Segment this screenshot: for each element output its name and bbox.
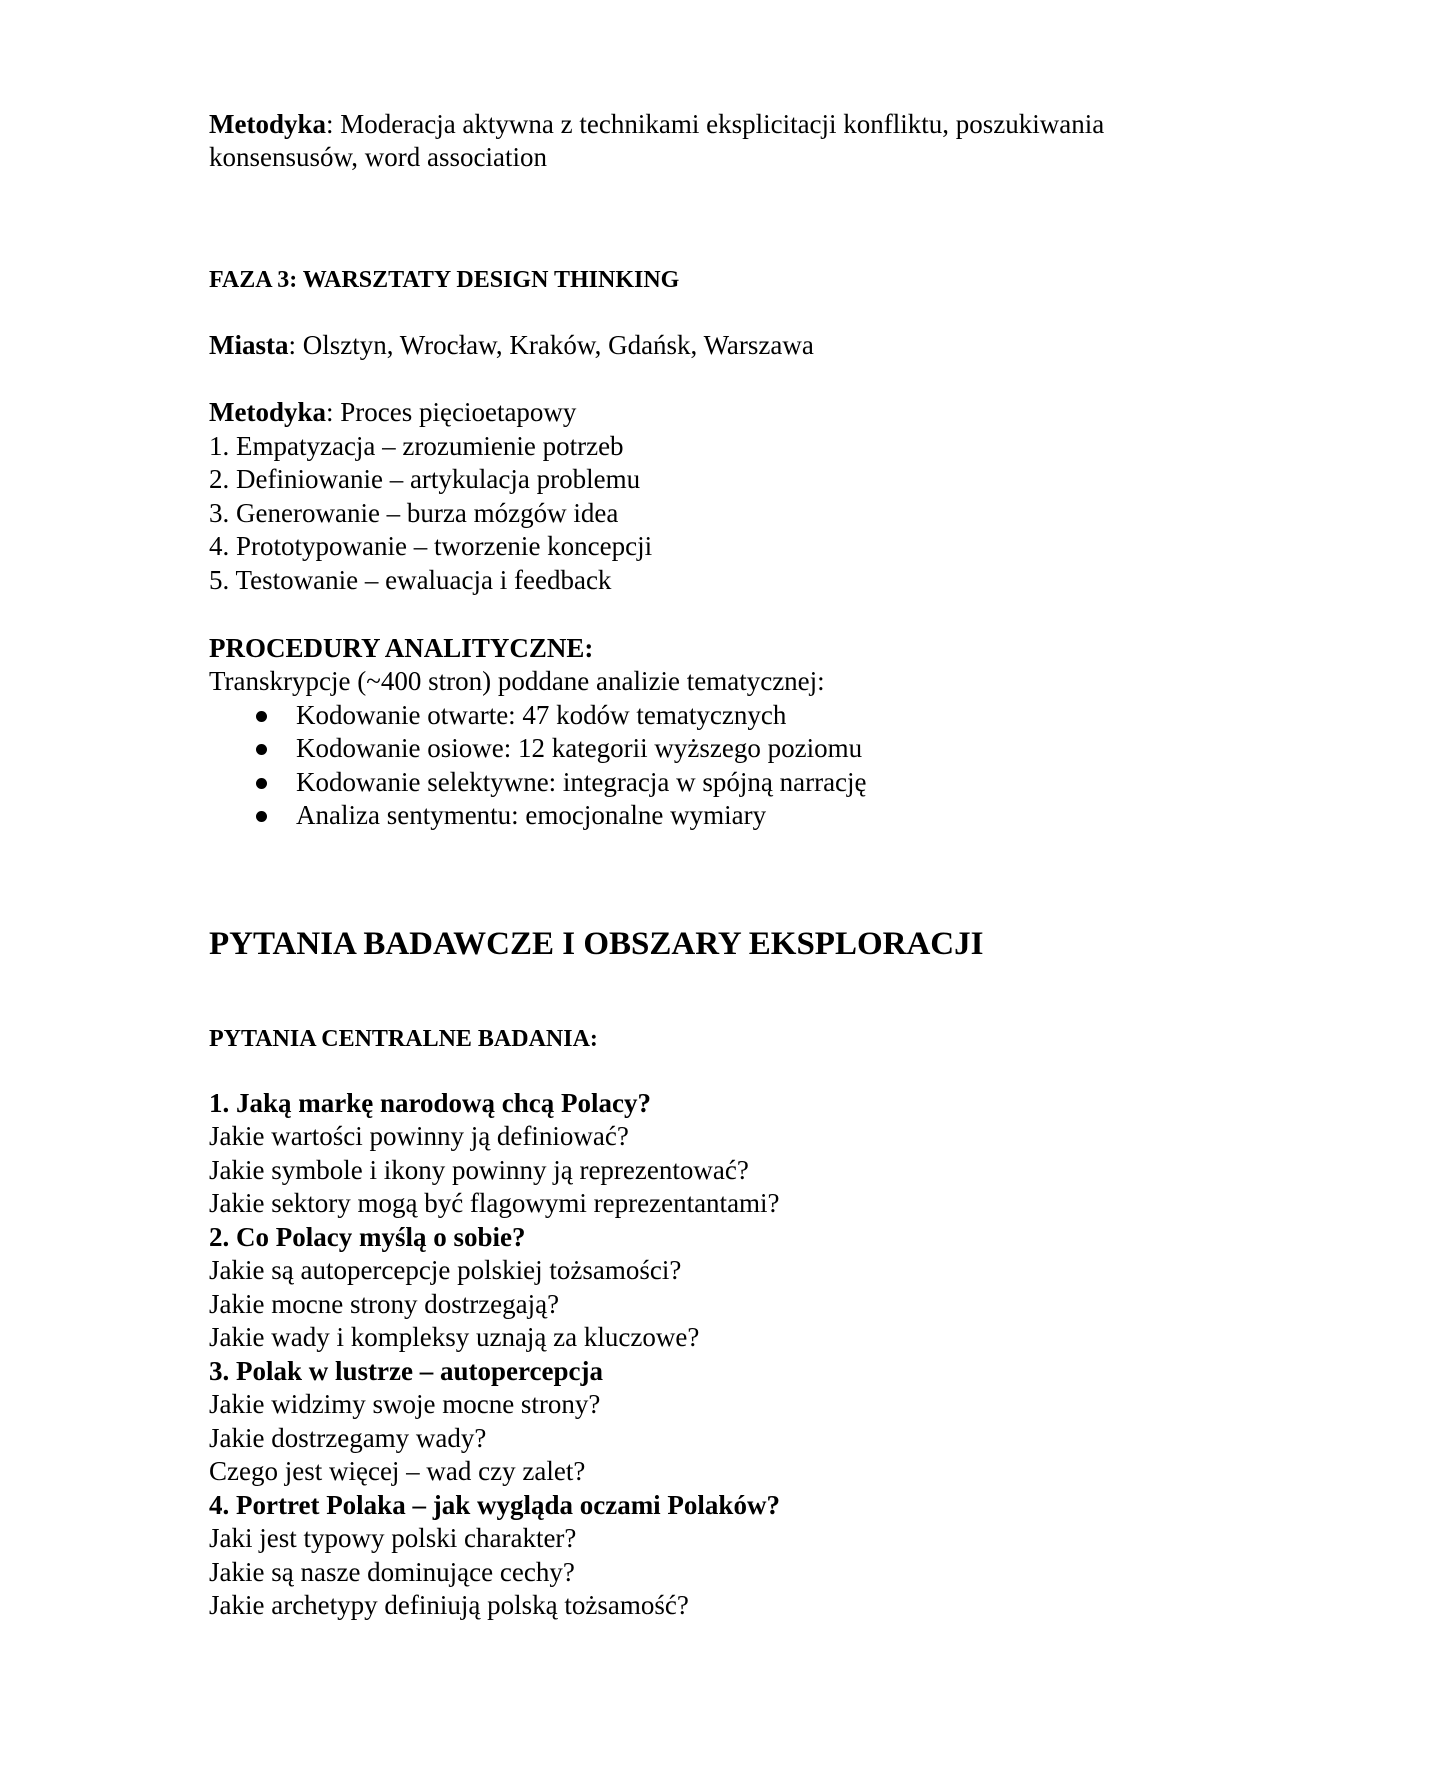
phase3-cities-text: : Olsztyn, Wrocław, Kraków, Gdańsk, Warszawa (288, 330, 814, 360)
phase3-cities (209, 329, 814, 362)
analytics-bullet-text: Kodowanie otwarte: 47 kodów tematycznych (296, 700, 787, 730)
question-3-line-2: Jakie dostrzegamy wady? (209, 1423, 487, 1453)
question-2-title: 2. Co Polacy myślą o sobie? (209, 1222, 526, 1252)
research-section-heading: PYTANIA BADAWCZE I OBSZARY EKSPLORACJI (209, 926, 984, 962)
phase2-method-text: : Moderacja aktywna z technikami eksplicitacji konfliktu, poszukiwania (326, 109, 1105, 139)
phase3-cities-label: Miasta (209, 330, 289, 360)
bullet-icon (256, 711, 267, 722)
phase3-method (209, 396, 576, 429)
phase3-method-text: : Proces pięcioetapowy (326, 397, 577, 427)
analytics-bullet-text: Analiza sentymentu: emocjonalne wymiary (296, 800, 767, 830)
question-1-line-3: Jakie sektory mogą być flagowymi reprezentantami? (209, 1188, 780, 1218)
phase3-step-5: 5. Testowanie – ewaluacja i feedback (209, 565, 612, 595)
question-2-line-3: Jakie wady i kompleksy uznają za kluczowe? (209, 1322, 700, 1352)
phase3-heading: FAZA 3: WARSZTATY DESIGN THINKING (209, 267, 680, 293)
research-subheading: PYTANIA CENTRALNE BADANIA: (209, 1026, 598, 1052)
question-1-title: 1. Jaką markę narodową chcą Polacy? (209, 1088, 651, 1118)
bullet-icon (256, 744, 267, 755)
bullet-icon (256, 811, 267, 822)
question-3-line-3: Czego jest więcej – wad czy zalet? (209, 1456, 586, 1486)
bullet-icon (256, 778, 267, 789)
analytics-bullet-text: Kodowanie selektywne: integracja w spójną narrację (296, 767, 867, 797)
phase2-method-line2: konsensusów, word association (209, 142, 547, 172)
analytics-heading: PROCEDURY ANALITYCZNE: (209, 633, 594, 663)
question-2-line-1: Jakie są autopercepcje polskiej tożsamości? (209, 1255, 682, 1285)
phase3-step-3: 3. Generowanie – burza mózgów idea (209, 498, 619, 528)
question-4-line-1: Jaki jest typowy polski charakter? (209, 1523, 577, 1553)
phase3-step-4: 4. Prototypowanie – tworzenie koncepcji (209, 531, 653, 561)
analytics-intro: Transkrypcje (~400 stron) poddane analizie tematycznej: (209, 666, 825, 696)
phase2-method-line1 (209, 108, 1104, 141)
question-1-line-1: Jakie wartości powinny ją definiować? (209, 1121, 629, 1151)
phase3-step-2: 2. Definiowanie – artykulacja problemu (209, 464, 641, 494)
question-4-title: 4. Portret Polaka – jak wygląda oczami Polaków? (209, 1490, 780, 1520)
phase2-method-label: Metodyka (209, 109, 326, 139)
question-1-line-2: Jakie symbole i ikony powinny ją reprezentować? (209, 1155, 749, 1185)
question-3-line-1: Jakie widzimy swoje mocne strony? (209, 1389, 601, 1419)
phase3-method-label: Metodyka (209, 397, 326, 427)
question-4-line-2: Jakie są nasze dominujące cechy? (209, 1557, 575, 1587)
question-4-line-3: Jakie archetypy definiują polską tożsamość? (209, 1590, 689, 1620)
analytics-bullet-text: Kodowanie osiowe: 12 kategorii wyższego poziomu (296, 733, 863, 763)
question-3-title: 3. Polak w lustrze – autopercepcja (209, 1356, 603, 1386)
phase3-step-1: 1. Empatyzacja – zrozumienie potrzeb (209, 431, 624, 461)
question-2-line-2: Jakie mocne strony dostrzegają? (209, 1289, 560, 1319)
